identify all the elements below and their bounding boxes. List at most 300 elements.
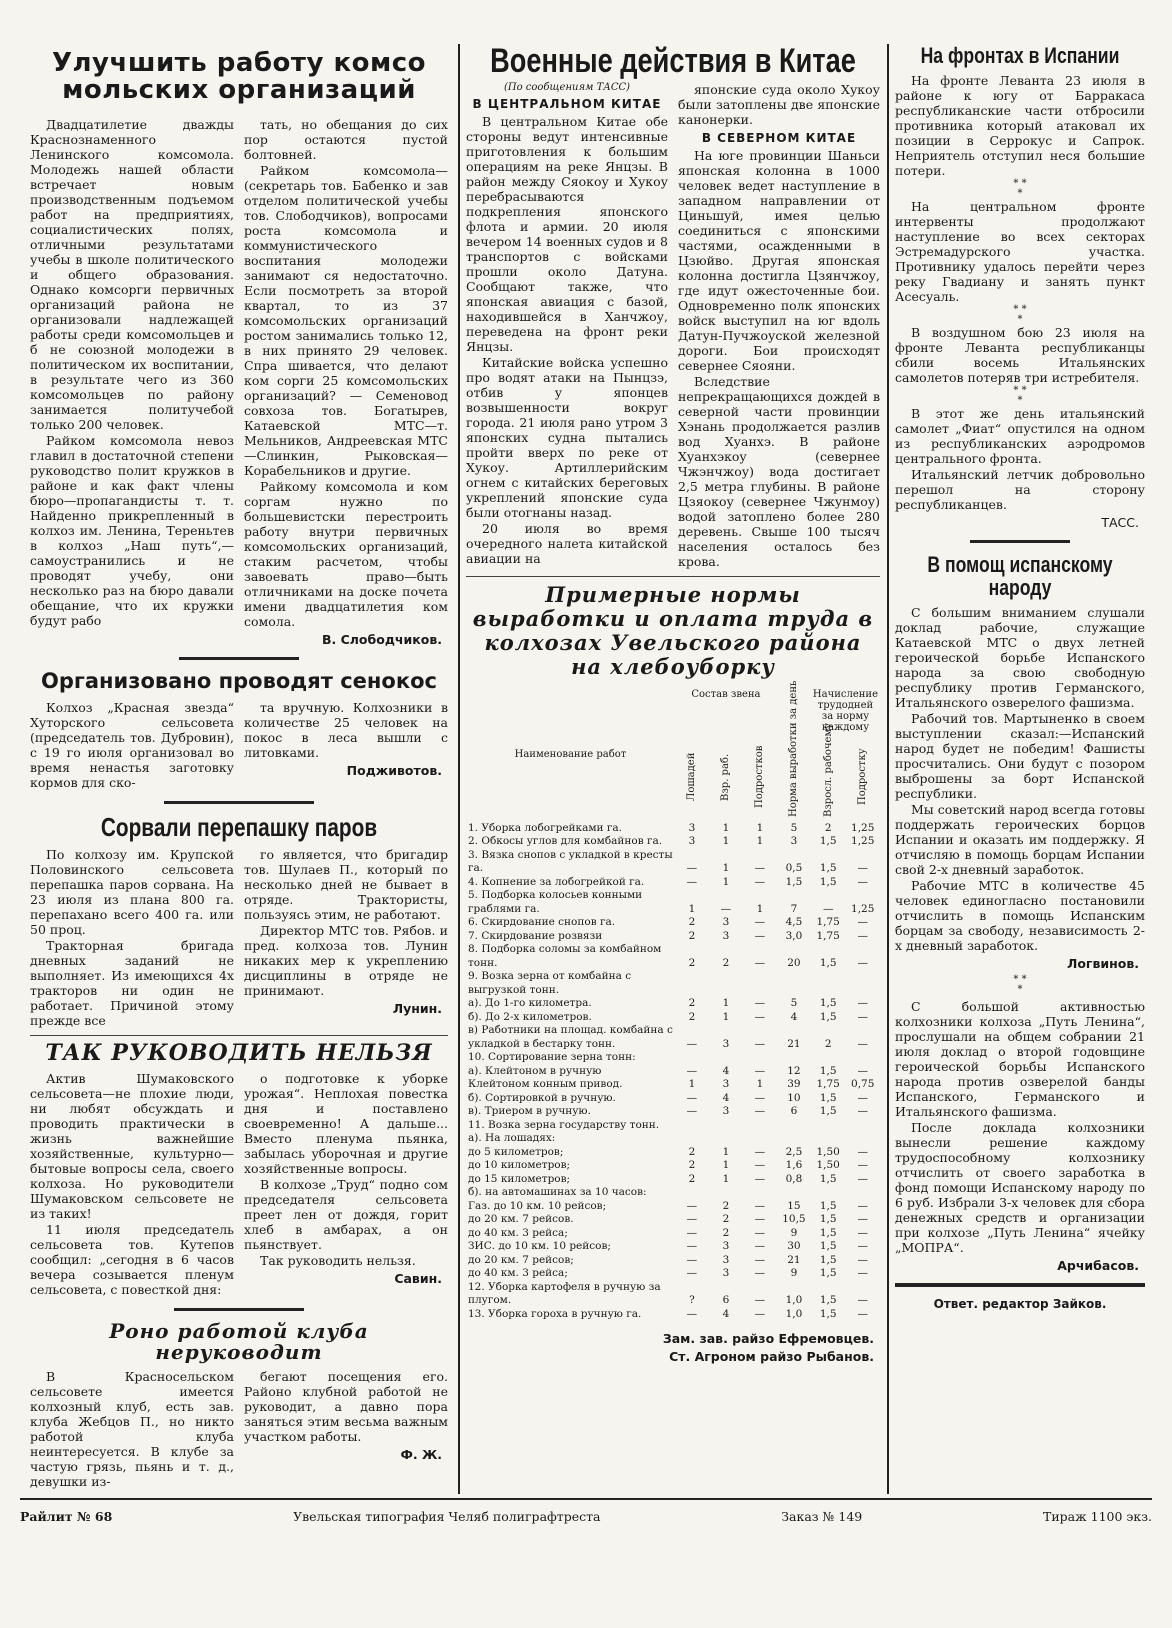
value-cell: — xyxy=(686,1213,698,1226)
work-name-cell: до 5 километров; xyxy=(468,1145,564,1158)
value-cell: 1,0 xyxy=(785,1307,803,1320)
paragraph: 11 июля председатель сельсовета тов. Кутепов сообщил: „сегодня в 6 часов вечера созывается пленум сельсовета, с повесткой дня: xyxy=(30,1222,234,1298)
column-rule xyxy=(887,44,889,1494)
value-cell: — xyxy=(686,1226,698,1239)
work-name-cell: 10. Сортирование зерна тонн: xyxy=(468,1051,636,1064)
value-cell: 1,5 xyxy=(819,1199,837,1212)
value-cell: — xyxy=(686,1091,698,1104)
value-cell: 4 xyxy=(722,1307,730,1320)
header-group: Начисление трудодней за норму каждому xyxy=(812,688,878,733)
imprint-footer xyxy=(20,1498,1152,1532)
paragraph: С большим вниманием слушали доклад рабочие, служащие Катаевской МТС о двух летней героической борьбе Испанского народа за свою свободную республику против Германского, Итальянского озверелого фашизма. xyxy=(895,605,1145,711)
value-cell: 1,5 xyxy=(819,1172,837,1185)
value-cell: 1,5 xyxy=(819,1294,837,1307)
value-cell: 1 xyxy=(688,902,696,915)
header-norm: Норма выработки за день xyxy=(788,680,800,817)
value-cell: 30 xyxy=(787,1240,801,1253)
table-row xyxy=(466,1186,880,1200)
value-cell xyxy=(811,1119,846,1133)
value-cell: 3 xyxy=(722,1240,730,1253)
table-row xyxy=(466,1011,880,1025)
value-cell: — xyxy=(754,1105,766,1118)
paragraph: Райком комсомола невоз главил в достаточной степени руководство полит кружков в районе и как факт члены бюро—пропагандисты т. т. Найденно прикрепленный в колхоз им. Ленина, Тереньтев в колхоз „Наш путь“,—самоустранились и не проводят учебу, они несколько раз на бюро давали обещание, что их кружки будут рабо xyxy=(30,432,234,628)
paragraph: Актив Шумаковского сельсовета—не плохие люди, ни любят обсуждать и проводить практически в жизнь важнейшие хозяйственные, культурно—бытовые вопросы села, своего колхоза. Но руководители Шумаковском сельсовете не из таких! xyxy=(30,1071,234,1222)
column-right xyxy=(895,44,1145,1311)
divider xyxy=(895,1283,1145,1287)
byline: В. Слободчиков. xyxy=(321,631,442,647)
headline: Военные действия в Китае xyxy=(490,42,856,80)
table-row xyxy=(466,1051,880,1065)
value-cell: 2 xyxy=(824,821,832,834)
value-cell: 1,5 xyxy=(819,1091,837,1104)
value-cell: 3 xyxy=(722,929,730,942)
value-cell xyxy=(845,1186,880,1200)
value-cell: — xyxy=(754,1037,766,1050)
value-cell: — xyxy=(857,1294,868,1307)
table-row xyxy=(466,916,880,930)
paragraph: Тракторная бригада дневных заданий не выполняет. Из имеющихся 4х тракторов ни один не работает. Причиной этому прежде все xyxy=(30,937,234,1028)
headline: Сорвали перепашку паров xyxy=(100,811,378,842)
work-name-cell: до 10 километров; xyxy=(468,1159,571,1172)
value-cell: 4,5 xyxy=(785,916,803,929)
value-cell: — xyxy=(857,1240,868,1253)
value-cell: — xyxy=(857,1145,868,1158)
railit-number: Райлит № 68 xyxy=(20,1508,113,1524)
header-horses: Лошадей xyxy=(686,752,698,801)
table-row xyxy=(466,822,880,836)
value-cell: 1 xyxy=(722,821,730,834)
work-name-cell: 7. Скирдование розвязи xyxy=(468,929,603,942)
value-cell: — xyxy=(754,1199,766,1212)
work-name-cell: а). Клейтоном в ручную xyxy=(468,1064,602,1077)
value-cell xyxy=(845,1119,880,1133)
value-cell: — xyxy=(754,1159,766,1172)
value-cell: 4 xyxy=(722,1064,730,1077)
work-name-cell: 2. Обкосы углов для комбайнов га. xyxy=(468,835,663,848)
column-left xyxy=(30,44,448,1490)
work-name-cell: 5. Подборка колосьев конными граблями га. xyxy=(468,889,643,915)
table-row xyxy=(466,835,880,849)
value-cell: — xyxy=(686,1105,698,1118)
work-name-cell: в) Работники на площад. комбайна с укладкой в бестарку тонн. xyxy=(468,1024,673,1050)
subheading: В ЦЕНТРАЛЬНОМ КИТАЕ xyxy=(472,96,662,111)
table-row xyxy=(466,889,880,916)
work-name-cell: 9. Возка зерна от комбайна с выгрузкой тонн. xyxy=(468,970,632,996)
value-cell: — xyxy=(857,956,868,969)
paragraph: Рабочие МТС в количестве 45 человек единогласно постановили отчислить в помощь Испанским борцам за свободу, независимость 2-х дневный заработок. xyxy=(895,878,1145,954)
paragraph: Мы советский народ всегда готовы поддержать героических борцов Испании и оказать им поддержку. Я отчисляю в помощь борцам Испании свой 2-х дневный заработок. xyxy=(895,802,1145,878)
value-cell xyxy=(777,970,811,997)
work-name-cell: до 40 км. 3 рейса; xyxy=(468,1267,568,1280)
article-komsomol xyxy=(30,50,448,647)
header-teen-pay: Подростку xyxy=(857,748,869,805)
paragraph: бегают посещения его. Районо клубной работой не руководит, а давно пора заняться этим весьма важным участком работы. xyxy=(244,1369,448,1445)
value-cell: — xyxy=(857,875,868,888)
value-cell: — xyxy=(857,916,868,929)
value-cell xyxy=(709,1051,743,1065)
value-cell: 1,6 xyxy=(785,1159,803,1172)
value-cell: 3 xyxy=(790,835,798,848)
work-name-cell: 4. Копнение за лобогрейкой га. xyxy=(468,875,645,888)
value-cell xyxy=(675,1132,709,1146)
value-cell: — xyxy=(754,1064,766,1077)
value-cell: 1,5 xyxy=(819,1105,837,1118)
value-cell: 12 xyxy=(787,1064,801,1077)
value-cell xyxy=(811,1051,846,1065)
value-cell: 1,5 xyxy=(819,1307,837,1320)
byline: Ст. Агроном райзо Рыбанов. xyxy=(669,1349,874,1365)
paragraph: Вследствие непрекращающихся дождей в северной части провинции Хэнань продолжается разлив вод Хуанхэ. В районе Хуанхэкоу (севернее Чжэнчжоу) вода достигает 2,5 метра глубины. В районе Цзяокоу (севернее Чжунмоу) водой затоплено более 280 деревень. Свыше 100 тысяч населения осталось без крова. xyxy=(678,373,880,569)
value-cell: 15 xyxy=(787,1199,801,1212)
headline: Организовано проводят сенокос xyxy=(41,668,437,693)
paragraph: В центральном Китае обе стороны ведут интенсивные приготовления к большим операциям на реке Янцзы. В район между Сяокоу и Хукоу перебрасываются подкрепления японского флота и армии. 20 июля вечером 14 военных судов и 8 транспортов с войсками прошли около Датуна. Сообщают также, что японская авиация с базой, находившейся в Ханчжоу, переведена на фронт реки Янцзы. xyxy=(466,113,668,354)
work-name-cell: ЗИС. до 10 км. 10 рейсов; xyxy=(468,1240,611,1253)
value-cell: 39 xyxy=(787,1078,801,1091)
table-row xyxy=(466,1024,880,1051)
value-cell: 3 xyxy=(722,916,730,929)
table-row xyxy=(466,1240,880,1254)
value-cell: 1,75 xyxy=(816,929,840,942)
paragraph: В Красносельском сельсовете имеется колхозный клуб, есть зав. клуба Жебцов П., но никто работой клуба неинтересуется. В клубе за частую грязь, пьянь и т. д., девушки из- xyxy=(30,1369,234,1490)
work-name-cell: Газ. до 10 км. 10 рейсов; xyxy=(468,1199,607,1212)
value-cell: 3 xyxy=(722,1037,730,1050)
value-cell: 1,50 xyxy=(816,1145,840,1158)
header-teen: Подростков xyxy=(754,745,766,808)
value-cell: 1,25 xyxy=(851,821,875,834)
value-cell: 1,5 xyxy=(819,875,837,888)
paragraph: го является, что бригадир тов. Шулаев П., который по несколько дней не бывает в отряде. Трактористы, пользуясь этим, не работают. xyxy=(244,846,448,922)
value-cell: 2,5 xyxy=(785,1145,803,1158)
header-name: Наименование работ xyxy=(514,748,627,760)
value-cell: — xyxy=(857,1267,868,1280)
work-name-cell: б). на автомашинах за 10 часов: xyxy=(468,1186,647,1199)
value-cell xyxy=(743,1186,777,1200)
value-cell xyxy=(709,970,743,997)
value-cell: 1,5 xyxy=(819,956,837,969)
work-name-cell: б). До 2-х километров. xyxy=(468,1010,592,1023)
value-cell: 2 xyxy=(824,1037,832,1050)
value-cell: 1,5 xyxy=(819,1267,837,1280)
value-cell: 9 xyxy=(790,1226,798,1239)
value-cell: 1 xyxy=(722,875,730,888)
paragraph: На юге провинции Шаньси японская колонна в 1000 человек ведет наступление в западном направлении от Циньшуй, имея целью соединиться с японскими частями, осажденными в Цзюйво. Другая японская колонна достигла Цзянчжоу, где идут ожесточенные бои. Одновременно полк японских войск выступил на юг вдоль Датун-Пучжоуской железной дороги. Бои происходят севернее Сяояни. xyxy=(678,147,880,373)
table-row xyxy=(466,1105,880,1119)
value-cell: — xyxy=(754,875,766,888)
value-cell: — xyxy=(754,1213,766,1226)
byline: Савин. xyxy=(394,1271,442,1287)
divider xyxy=(164,801,314,804)
divider xyxy=(179,657,299,660)
value-cell: 2 xyxy=(722,1226,730,1239)
article-perepashka xyxy=(30,811,448,1029)
value-cell xyxy=(777,1186,811,1200)
value-cell: 2 xyxy=(688,916,696,929)
value-cell: 1 xyxy=(756,1078,764,1091)
value-cell: 7 xyxy=(790,902,798,915)
value-cell xyxy=(743,1119,777,1133)
headline: Роно работой клуба неруководит xyxy=(109,1319,369,1365)
value-cell: — xyxy=(857,1064,868,1077)
article-china xyxy=(466,44,880,570)
value-cell: — xyxy=(754,929,766,942)
value-cell: 1 xyxy=(722,835,730,848)
value-cell: — xyxy=(754,1091,766,1104)
table-row xyxy=(466,1092,880,1106)
value-cell: 4 xyxy=(722,1091,730,1104)
value-cell xyxy=(675,970,709,997)
headline: ТАК РУКОВОДИТЬ НЕЛЬЗЯ xyxy=(45,1039,433,1066)
paragraph: В колхозе „Труд“ подно сом председателя сельсовета преет лен от дождя, горит хлеб в амбарах, а он пьянствует. xyxy=(244,1177,448,1253)
table-row xyxy=(466,1119,880,1133)
paragraph: Райком комсомола—(секретарь тов. Бабенко и зав отделом политической учебы тов. Слободчиков), вопросами роста комсомола и коммунистического воспитания молодежи занимают ся недостаточно. Если посмотреть за второй квартал, то из 37 комсомольских организаций ростом занимались только 12, в них принято 29 человек. Спра шивается, что делают ком сорги 25 комсомольских организаций? — Семеновод совхоза тов. Богатырев, Катаевской МТС—т. Мельников, Андреевская МТС —Слинкин, Рыковская—Корабельников и другие. xyxy=(244,162,448,478)
value-cell: — xyxy=(857,1010,868,1023)
value-cell: 6 xyxy=(722,1294,730,1307)
value-cell: — xyxy=(754,1172,766,1185)
separator-stars: * * * xyxy=(1013,385,1027,407)
value-cell: 1,25 xyxy=(851,835,875,848)
work-name-cell: 6. Скирдование снопов га. xyxy=(468,916,616,929)
value-cell: 2 xyxy=(688,1010,696,1023)
table-row xyxy=(466,1254,880,1268)
table-row xyxy=(466,1173,880,1187)
value-cell: 1 xyxy=(722,997,730,1010)
paragraph: На фронте Леванта 23 июля в районе к югу от Барракаса республиканские части отбросили противника который атаковал их позиции в Серрокус и Сапрок. Неприятель отступил неся большие потери. xyxy=(895,73,1145,179)
table-row xyxy=(466,876,880,890)
value-cell: 21 xyxy=(787,1253,801,1266)
table-row xyxy=(466,1281,880,1308)
value-cell xyxy=(709,1186,743,1200)
value-cell: 2 xyxy=(722,1213,730,1226)
value-cell xyxy=(777,1132,811,1146)
paragraph: В этот же день итальянский самолет „Фиат“ опустился на одном из республиканских аэродромов центрального фронта. xyxy=(895,406,1145,467)
divider xyxy=(30,1035,448,1036)
value-cell: 2 xyxy=(688,1172,696,1185)
value-cell: 1,5 xyxy=(785,875,803,888)
paragraph: Так руководить нельзя. xyxy=(260,1253,416,1269)
paragraph: Китайские войска успешно про водят атаки на Пынцзэ, отбив у японцев возвышенности вокруг города. 21 июля рано утром 3 японских судна пытались пройти вверх по реке от Хукоу. Артиллерийским огнем с китайских береговых укреплений японские суда были отогнаны назад. xyxy=(466,354,668,520)
headline: В помощ испанскому народу xyxy=(927,552,1113,601)
work-name-cell: 12. Уборка картофеля в ручную за плугом. xyxy=(468,1280,661,1307)
value-cell: 1,25 xyxy=(851,902,875,915)
value-cell: 1 xyxy=(688,1078,696,1091)
value-cell: 1 xyxy=(756,902,764,915)
value-cell xyxy=(675,1186,709,1200)
table-row xyxy=(466,1065,880,1079)
table-row xyxy=(466,1227,880,1241)
column-rule xyxy=(458,44,460,1494)
value-cell: ? xyxy=(689,1294,695,1307)
header-group: Состав звена xyxy=(691,688,761,700)
value-cell xyxy=(811,970,846,997)
paragraph: Рабочий тов. Мартыненко в своем выступлении сказал:—Испанский народ будет не победим! Фашисты просчитались. Они будут с позором выброшены за борт Испанской республики. xyxy=(895,711,1145,802)
headline: На фронтах в Испании xyxy=(920,43,1120,68)
value-cell: 1 xyxy=(722,1145,730,1158)
value-cell xyxy=(743,970,777,997)
value-cell: 1,5 xyxy=(819,1240,837,1253)
value-cell xyxy=(777,1051,811,1065)
value-cell: 2 xyxy=(722,956,730,969)
paragraph: Двадцатилетие дважды Краснознаменного Ленинского комсомола. Молодежь нашей области встречает новым производственным подъемом работ на предприятиях, социалистических полях, отличными результатами учебы в школе политического и общего образования. Однако комсорги первичных организаций района не организовали надлежащей работы среди комсомольцев и б не союзной молодежи в политическом их воспитании, в результате чего из 360 комсомольцев по району занимается политучебой только 200 человек. xyxy=(30,116,234,432)
value-cell: 1,5 xyxy=(819,997,837,1010)
value-cell: 1 xyxy=(722,1010,730,1023)
value-cell: — xyxy=(754,862,766,875)
paragraph: та вручную. Колхозники в количестве 25 человек на покос в леса вышли с литовками. xyxy=(244,699,448,760)
value-cell: — xyxy=(857,1199,868,1212)
value-cell: 1,50 xyxy=(816,1159,840,1172)
value-cell: — xyxy=(857,1226,868,1239)
value-cell: 1,0 xyxy=(785,1294,803,1307)
value-cell xyxy=(709,1119,743,1133)
value-cell: 10 xyxy=(787,1091,801,1104)
table-row xyxy=(466,970,880,997)
work-name-cell: в). Триером в ручную. xyxy=(468,1105,591,1118)
value-cell: — xyxy=(754,1307,766,1320)
value-cell: 1,5 xyxy=(819,1064,837,1077)
value-cell: 5 xyxy=(790,997,798,1010)
value-cell: — xyxy=(754,956,766,969)
byline: ТАСС. xyxy=(1101,515,1139,531)
value-cell: 1,5 xyxy=(819,1213,837,1226)
value-cell: — xyxy=(686,1267,698,1280)
separator-stars: * * * xyxy=(1013,304,1027,326)
paragraph: В воздушном бою 23 июля на фронте Леванта республиканцы сбили восемь Итальянских самолетов потеряв три истребителя. xyxy=(895,325,1145,386)
value-cell: — xyxy=(686,1253,698,1266)
table-row xyxy=(466,1132,880,1146)
paragraph: После доклада колхозники вынесли решение каждому трудоспособному колхознику отчислить от своего заработка в фонд помощи Испанскому народу по 6 руб. Избрали 3-х человек для сбора денежных средств и организации при колхозе „Путь Ленина“ ячейку „МОПРА“. xyxy=(895,1120,1145,1256)
table-row xyxy=(466,1267,880,1281)
value-cell xyxy=(811,1132,846,1146)
value-cell: — xyxy=(754,1267,766,1280)
value-cell: 2 xyxy=(688,997,696,1010)
value-cell: — xyxy=(857,1159,868,1172)
headline: Улучшить работу комсо мольских организаций xyxy=(51,48,427,106)
value-cell: 1,5 xyxy=(819,1010,837,1023)
value-cell: — xyxy=(754,997,766,1010)
table-row xyxy=(466,943,880,970)
value-cell: 1 xyxy=(722,1172,730,1185)
value-cell: — xyxy=(857,1307,868,1320)
paragraph: Райкому комсомола и ком соргам нужно по большевистски перестроить работу внутри первичных комсомольских организаций, стаким расчетом, чтобы завоевать право—быть отличниками на доске почета имени двадцатилетия ком сомола. xyxy=(244,478,448,629)
value-cell: 1,5 xyxy=(819,835,837,848)
work-name-cell: до 20 км. 7 рейсов. xyxy=(468,1213,574,1226)
value-cell: 2 xyxy=(722,1199,730,1212)
byline: Зам. зав. райзо Ефремовцев. xyxy=(662,1331,874,1347)
value-cell: 3 xyxy=(722,1253,730,1266)
work-name-cell: а). До 1-го километра. xyxy=(468,997,592,1010)
table-row xyxy=(466,1308,880,1322)
header-adult: Взр. раб. xyxy=(720,753,732,801)
norms-table xyxy=(466,680,880,1322)
value-cell: — xyxy=(857,1105,868,1118)
table-row xyxy=(466,1159,880,1173)
value-cell: 5 xyxy=(790,821,798,834)
source-credit: (По сообщениям ТАСС) xyxy=(503,81,631,93)
value-cell xyxy=(675,1119,709,1133)
order-number: Заказ № 149 xyxy=(781,1508,863,1524)
work-name-cell: б). Сортировкой в ручную. xyxy=(468,1091,616,1104)
value-cell: — xyxy=(857,1037,868,1050)
work-name-cell: 3. Вязка снопов с укладкой в кресты га. xyxy=(468,848,673,875)
article-senokos xyxy=(30,670,448,791)
paragraph: Колхоз „Красная звезда“ Хуторского сельсовета (председатель тов. Дубровин), с 19 го июля организовал во время ненастья заготовку кормов для ско- xyxy=(30,699,234,790)
value-cell: 2 xyxy=(688,956,696,969)
printing-house: Увельская типография Челяб полиграфтреста xyxy=(293,1508,601,1524)
value-cell: 2 xyxy=(688,1145,696,1158)
value-cell: 1 xyxy=(722,862,730,875)
value-cell: — xyxy=(754,1253,766,1266)
value-cell: 6 xyxy=(790,1105,798,1118)
table-row xyxy=(466,1146,880,1160)
work-name-cell: а). На лошадях: xyxy=(468,1132,556,1145)
work-name-cell: 1. Уборка лобогрейками га. xyxy=(468,821,622,834)
value-cell: — xyxy=(686,1064,698,1077)
value-cell: — xyxy=(754,1010,766,1023)
value-cell: 1 xyxy=(756,821,764,834)
value-cell: 20 xyxy=(787,956,801,969)
table-row xyxy=(466,930,880,944)
value-cell: 3 xyxy=(722,1267,730,1280)
headline: Примерные нормы выработки и оплата труда в колхозах Увельского района на хлебоуборку xyxy=(472,581,874,679)
value-cell xyxy=(743,1132,777,1146)
table-row xyxy=(466,1078,880,1092)
value-cell: — xyxy=(822,902,834,915)
value-cell: — xyxy=(754,916,766,929)
value-cell: 1 xyxy=(722,1159,730,1172)
value-cell xyxy=(845,1132,880,1146)
work-name-cell: Клейтоном конным привод. xyxy=(468,1078,623,1091)
value-cell: 2 xyxy=(688,1159,696,1172)
value-cell: — xyxy=(720,902,732,915)
work-name-cell: 8. Подборка соломы за комбайном тонн. xyxy=(468,943,662,969)
paragraph: По колхозу им. Крупской Половинского сельсовета перепашка паров сорвана. На 23 июля из плана 800 га. перепахано всего 400 га. или 50 проц. xyxy=(30,846,234,937)
value-cell: 1 xyxy=(756,835,764,848)
value-cell: 0,8 xyxy=(785,1172,803,1185)
paragraph: о подготовке к уборке урожая“. Неплохая повестка дня и поставлено своевременно! А дальше... Вместо пленума пьянка, забылась уборочная и другие хозяйственные вопросы. xyxy=(244,1071,448,1177)
value-cell: — xyxy=(857,929,868,942)
value-cell: — xyxy=(686,1199,698,1212)
value-cell: 2 xyxy=(688,929,696,942)
value-cell: 0,75 xyxy=(851,1078,875,1091)
work-name-cell: до 15 километров; xyxy=(468,1172,571,1185)
value-cell xyxy=(845,1051,880,1065)
value-cell xyxy=(743,1051,777,1065)
value-cell: 1,5 xyxy=(819,1253,837,1266)
table-row xyxy=(466,1200,880,1214)
work-name-cell: 11. Возка зерна государству тонн. xyxy=(468,1118,660,1131)
value-cell: — xyxy=(686,1240,698,1253)
divider xyxy=(466,576,880,577)
value-cell: — xyxy=(754,1226,766,1239)
paragraph: На центральном фронте интервенты продолжают наступление во всех секторах Эстремадурского участка. Противнику удалось перейти через реку Гвадиану и занять пункт Асесуаль. xyxy=(895,199,1145,305)
editor-credit: Ответ. редактор Зайков. xyxy=(933,1297,1107,1312)
paragraph: С большой активностью колхозники колхоза „Путь Ленина“, прослушали на общем собрании 21 июля доклад о второй годовщине героической борьбы Испанского народа против озверелой банды Испанского, Германского и Итальянского фашизма. xyxy=(895,999,1145,1120)
value-cell: 3,0 xyxy=(785,929,803,942)
work-name-cell: до 20 км. 7 рейсов; xyxy=(468,1253,574,1266)
value-cell: 1,75 xyxy=(816,916,840,929)
value-cell: 10,5 xyxy=(782,1213,806,1226)
separator-stars: * * * xyxy=(1013,178,1027,200)
value-cell: 1,5 xyxy=(819,862,837,875)
value-cell: 0,5 xyxy=(785,862,803,875)
column-middle xyxy=(466,44,880,1364)
value-cell: — xyxy=(857,862,868,875)
value-cell: — xyxy=(857,997,868,1010)
value-cell: — xyxy=(686,875,698,888)
value-cell: — xyxy=(857,1091,868,1104)
value-cell: — xyxy=(754,1240,766,1253)
value-cell xyxy=(811,1186,846,1200)
article-rukovodit xyxy=(30,1039,448,1298)
